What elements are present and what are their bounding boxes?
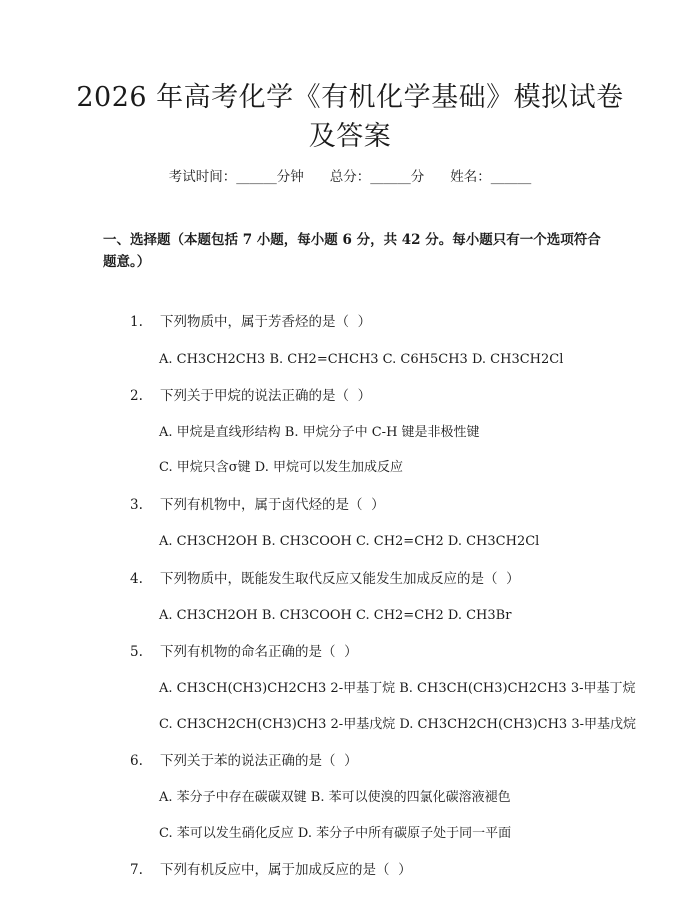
question-3 <box>130 494 385 516</box>
question-2-options-cd: C. 甲烷只含σ键 D. 甲烷可以发生加成反应 <box>159 460 403 475</box>
question-text: 下列物质中，属于芳香烃的是（ ） <box>160 314 372 330</box>
question-text: 下列有机物的命名正确的是（ ） <box>160 644 358 660</box>
question-2-options-ab: A. 甲烷是直线形结构 B. 甲烷分子中 C-H 键是非极性键 <box>159 425 480 440</box>
question-number: 3. <box>130 497 143 513</box>
question-1 <box>130 311 371 333</box>
question-1-options: A. CH3CH2CH3 B. CH2=CHCH3 C. C6H5CH3 D. CH3CH2Cl <box>159 352 564 367</box>
question-4-options: A. CH3CH2OH B. CH3COOH C. CH2=CH2 D. CH3Br <box>159 608 512 623</box>
exam-title-line2: 及答案 <box>308 121 392 152</box>
section-heading-line2: 题意。） <box>103 254 151 270</box>
question-5-options-ab: A. CH3CH(CH3)CH2CH3 2-甲基丁烷 B. CH3CH(CH3)CH2CH3 3-甲基丁烷 <box>159 681 636 696</box>
section-heading-line1: 一、选择题（本题包括 7 小题，每小题 6 分，共 42 分。每小题只有一个选项符合 <box>103 232 601 248</box>
question-number: 4. <box>130 571 143 587</box>
question-number: 2. <box>130 388 143 404</box>
question-text: 下列物质中，既能发生取代反应又能发生加成反应的是（ ） <box>160 571 520 587</box>
student-name-field: 姓名：______ <box>450 169 532 185</box>
question-7 <box>130 859 412 881</box>
question-4 <box>130 568 520 590</box>
exam-time-field: 考试时间：______分钟 <box>168 169 304 185</box>
question-number: 1. <box>130 314 143 330</box>
question-5-options-cd: C. CH3CH2CH(CH3)CH3 2-甲基戊烷 D. CH3CH2CH(CH3)CH3 3-甲基戊烷 <box>159 717 636 732</box>
total-score-field: 总分：______分 <box>329 169 425 185</box>
question-text: 下列关于苯的说法正确的是（ ） <box>160 753 358 769</box>
question-6 <box>130 750 358 772</box>
exam-info-line <box>0 166 700 188</box>
question-number: 6. <box>130 753 143 769</box>
question-3-options: A. CH3CH2OH B. CH3COOH C. CH2=CH2 D. CH3CH2Cl <box>159 534 540 549</box>
question-number: 7. <box>130 862 143 878</box>
exam-title-line1: 2026 年高考化学《有机化学基础》模拟试卷 <box>76 82 624 113</box>
question-6-options-ab: A. 苯分子中存在碳碳双键 B. 苯可以使溴的四氯化碳溶液褪色 <box>159 790 511 805</box>
question-text: 下列有机物中，属于卤代烃的是（ ） <box>160 497 385 513</box>
question-5 <box>130 641 358 663</box>
question-2 <box>130 385 371 407</box>
question-6-options-cd: C. 苯可以发生硝化反应 D. 苯分子中所有碳原子处于同一平面 <box>159 826 512 841</box>
question-number: 5. <box>130 644 143 660</box>
question-text: 下列有机反应中，属于加成反应的是（ ） <box>160 862 412 878</box>
question-text: 下列关于甲烷的说法正确的是（ ） <box>160 388 372 404</box>
